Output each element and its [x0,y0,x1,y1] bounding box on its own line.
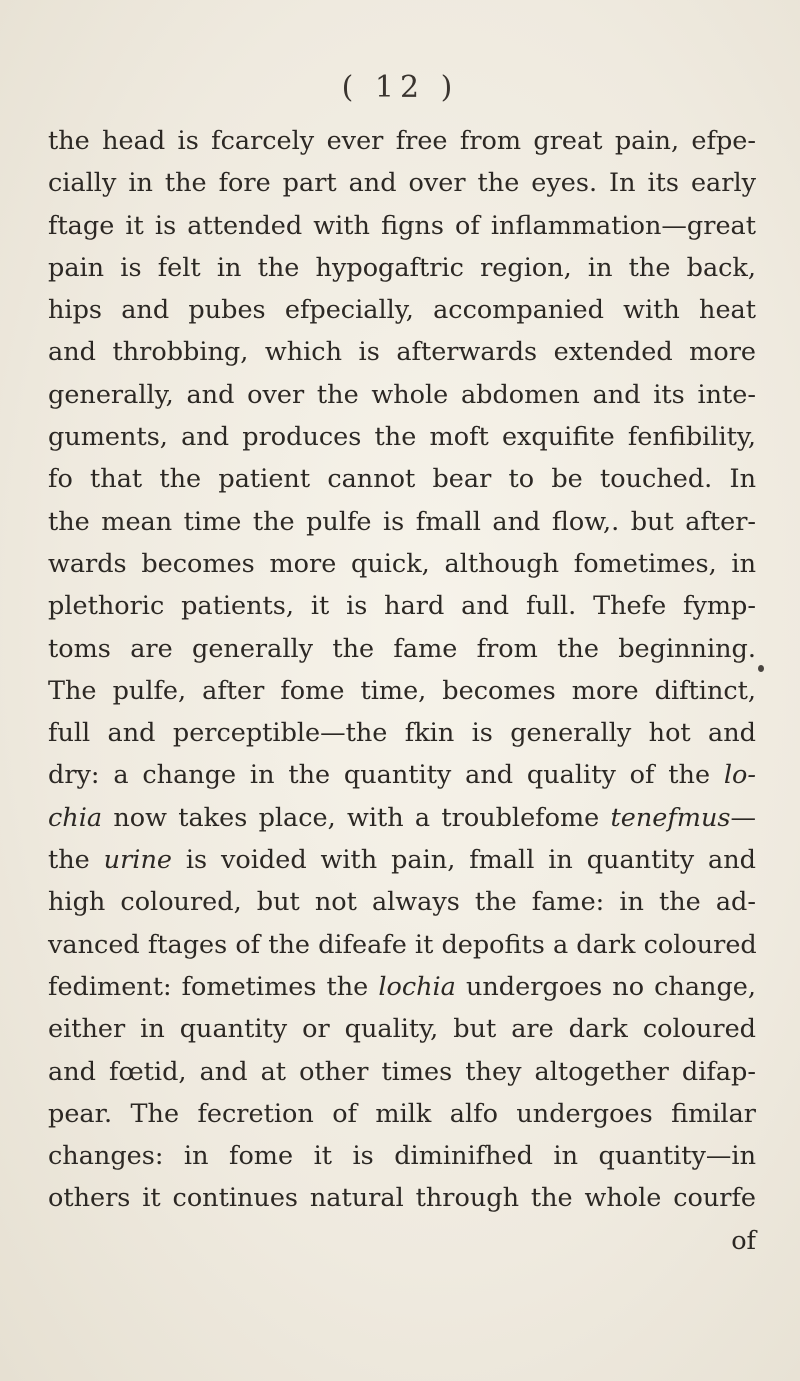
italic-term: tenefmus [610,802,731,833]
text-line: and fœtid, and at other times they altogether difap- [48,1056,756,1087]
text-line: and throbbing, which is afterwards extended more [48,337,756,368]
text-line: either in quantity or quality, but are dark coloured [48,1014,756,1045]
text-line: the head is fcarcely ever free from great pain, efpe- [48,126,756,156]
text-line: changes: in fome it is diminifhed in quantity—in [48,1141,756,1172]
text-line: wards becomes more quick, although fometimes, in [48,548,756,579]
text-line: pear. The fecretion of milk alfo undergoes fimilar [48,1098,756,1129]
text-line: guments, and produces the moft exquifite fenfibility, [48,422,756,453]
text-line: dry: a change in the quantity and quality of the lo- [48,760,756,791]
italic-term: lochia [378,971,456,1002]
ink-speck [758,665,764,672]
italic-term: urine [103,845,172,876]
text-line: fo that the patient cannot bear to be touched. In [48,464,756,495]
text-line: others it continues natural through the whole courfe [48,1183,756,1214]
text-line: The pulfe, after fome time, becomes more diftinct, [48,675,756,706]
body-text [48,120,756,1262]
text-line: vanced ftages of the difeafe it depofits a dark coloured [48,929,757,960]
text-line: high coloured, but not always the fame: in the ad- [48,887,756,918]
italic-term: lo- [723,760,756,791]
page-number: ( 12 ) [341,70,459,105]
text-line: cially in the fore part and over the eyes. In its early [48,168,756,199]
text-line: hips and pubes efpecially, accompanied with heat [48,295,756,326]
catchword: of [731,1225,756,1256]
text-line: the urine is voided with pain, fmall in quantity and [48,845,756,876]
text-line: fediment: fometimes the lochia undergoes no change, [48,971,756,1002]
text-line: pain is felt in the hypogaftric region, in the back, [48,252,756,283]
text-line: chia now takes place, with a troublefome tenefmus— [48,802,756,833]
italic-term: chia [48,802,103,833]
text-line: plethoric patients, it is hard and full. Thefe fymp- [48,591,756,622]
text-line: toms are generally the fame from the beginning. [48,633,756,664]
text-line: the mean time the pulfe is fmall and flow,. but after- [48,506,756,537]
text-line: ftage it is attended with figns of inflammation—great [48,210,756,241]
text-line: generally, and over the whole abdomen and its inte- [48,379,756,410]
text-line: full and perceptible—the fkin is generally hot and [48,718,756,749]
